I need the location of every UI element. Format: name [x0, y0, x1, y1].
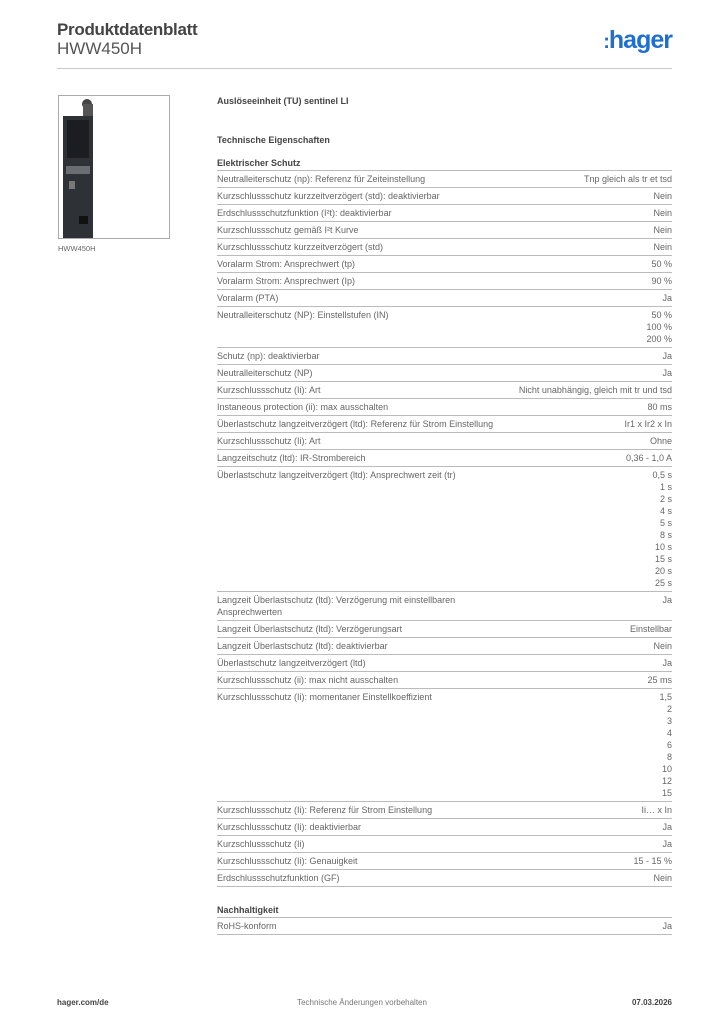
table-row [217, 621, 672, 638]
table-row [217, 819, 672, 836]
table-row [217, 171, 672, 188]
row-values [653, 207, 672, 219]
row-value: Nein [653, 873, 672, 883]
row-value: 1,5 [659, 692, 672, 702]
group-title: Nachhaltigkeit [217, 905, 279, 915]
product-code: HWW450H [57, 39, 143, 58]
row-value: 0,5 s [652, 470, 672, 480]
row-value: 1 s [659, 482, 672, 492]
row-value: 20 s [654, 566, 672, 576]
row-values [662, 821, 672, 833]
row-label: Kurzschlussschutz (Ii): Referenz für Strom Einstellung [217, 805, 433, 815]
row-value: Ja [662, 658, 672, 668]
row-value: 15 [661, 788, 672, 798]
row-values [662, 350, 672, 362]
table-row [217, 416, 672, 433]
row-value: Nein [653, 208, 672, 218]
row-values [662, 920, 672, 932]
hager-logo: :hager [603, 26, 672, 54]
footer-website-link[interactable]: hager.com/de [57, 998, 109, 1007]
table-row [217, 836, 672, 853]
row-values [653, 224, 672, 236]
row-value: Nein [653, 225, 672, 235]
row-value: Nein [653, 191, 672, 201]
table-row [217, 382, 672, 399]
product-image [58, 95, 170, 239]
table-row [217, 290, 672, 307]
row-label: Kurzschlussschutz gemäß I²t Kurve [217, 225, 359, 235]
row-value: 100 % [646, 322, 672, 332]
row-value: Einstellbar [629, 624, 672, 634]
row-value: 5 s [659, 518, 672, 528]
row-values [662, 367, 672, 379]
table-row [217, 672, 672, 689]
row-value: 25 ms [647, 675, 672, 685]
row-value: 15 s [654, 554, 672, 564]
row-values [647, 674, 672, 686]
row-label: Kurzschlussschutz (ii): max nicht ausschalten [217, 675, 399, 685]
row-label: Neutralleiterschutz (np): Referenz für Zeiteinstellung [217, 174, 426, 184]
row-value: 2 [666, 704, 672, 714]
row-value: 15 - 15 % [633, 856, 672, 866]
table-row [217, 307, 672, 348]
row-label: Kurzschlussschutz (Ii): momentaner Einstellkoeffizient [217, 692, 432, 702]
row-label: Erdschlussschutzfunktion (I²t): deaktivierbar [217, 208, 392, 218]
row-label: Überlastschutz langzeitverzögert (ltd): Referenz für Strom Einstellung [217, 419, 494, 429]
row-label: Kurzschlussschutz kurzzeitverzögert (std) [217, 242, 384, 252]
table-row [217, 433, 672, 450]
spec-content [217, 96, 672, 935]
row-value: Ja [662, 293, 672, 303]
row-value: 4 [666, 728, 672, 738]
row-values [653, 190, 672, 202]
table-row [217, 205, 672, 222]
row-label: Langzeit Überlastschutz (ltd): deaktivierbar [217, 641, 388, 651]
table-row [217, 256, 672, 273]
row-value: Nein [653, 242, 672, 252]
row-value: 2 s [659, 494, 672, 504]
row-value: Ii… x In [641, 805, 672, 815]
spec-groups [217, 158, 672, 935]
header-divider [57, 68, 672, 69]
row-value: 0,36 - 1,0 A [625, 453, 672, 463]
row-values [653, 241, 672, 253]
table-row [217, 638, 672, 655]
table-row [217, 592, 672, 621]
row-value: 3 [666, 716, 672, 726]
table-row [217, 853, 672, 870]
footer-notice: Technische Änderungen vorbehalten [297, 998, 427, 1007]
row-label: Voralarm (PTA) [217, 293, 279, 303]
row-value: Ja [662, 595, 672, 605]
row-label: Überlastschutz langzeitverzögert (ltd): Ansprechwert zeit (tr) [217, 470, 456, 480]
row-label: Kurzschlussschutz kurzzeitverzögert (std): deaktivierbar [217, 191, 440, 201]
row-value: Ja [662, 351, 672, 361]
row-value: Ir1 x Ir2 x In [624, 419, 672, 429]
row-values [653, 872, 672, 884]
row-label: Kurzschlussschutz (Ii): Art [217, 385, 321, 395]
row-value: 10 [661, 764, 672, 774]
row-values [662, 657, 672, 669]
row-values [633, 855, 672, 867]
row-values [630, 623, 672, 635]
section-title: Technische Eigenschaften [217, 135, 330, 145]
row-value: Ja [662, 822, 672, 832]
row-label: Neutralleiterschutz (NP): Einstellstufen (IN) [217, 310, 389, 320]
row-values [651, 258, 672, 270]
table-row [217, 655, 672, 672]
row-label: Langzeit Überlastschutz (ltd): Verzögerungsart [217, 624, 403, 634]
row-label: Voralarm Strom: Ansprechwert (tp) [217, 259, 356, 269]
row-value: 25 s [654, 578, 672, 588]
table-row [217, 918, 672, 935]
spec-table [217, 170, 672, 887]
row-label: RoHS-konform [217, 921, 277, 931]
table-row [217, 802, 672, 819]
row-label: Schutz (np): deaktivierbar [217, 351, 320, 361]
table-row [217, 239, 672, 256]
row-values [652, 469, 672, 589]
footer-date: 07.03.2026 [631, 998, 672, 1007]
table-row [217, 222, 672, 239]
row-values [662, 292, 672, 304]
row-value: 12 [661, 776, 672, 786]
row-label: Kurzschlussschutz (Ii) [217, 839, 305, 849]
row-value: 90 % [651, 276, 672, 286]
row-label: Instaneous protection (ii): max ausschalten [217, 402, 389, 412]
table-row [217, 188, 672, 205]
row-value: Ja [662, 921, 672, 931]
row-label: Langzeitschutz (ltd): IR-Strombereich [217, 453, 366, 463]
row-label: Kurzschlussschutz (Ii): Genauigkeit [217, 856, 358, 866]
table-row [217, 273, 672, 290]
row-values [650, 435, 672, 447]
table-row [217, 689, 672, 802]
row-value: 50 % [651, 259, 672, 269]
row-value: 8 [666, 752, 672, 762]
group-title: Elektrischer Schutz [217, 158, 301, 168]
product-name: Auslöseeinheit (TU) sentinel LI [217, 96, 349, 106]
row-label: Kurzschlussschutz (Ii): deaktivierbar [217, 822, 362, 832]
table-row [217, 348, 672, 365]
row-value: Ja [662, 368, 672, 378]
row-values [653, 640, 672, 652]
row-values [651, 275, 672, 287]
row-values [647, 401, 672, 413]
row-values [659, 691, 672, 799]
row-values [624, 418, 672, 430]
table-row [217, 399, 672, 416]
row-value: 8 s [659, 530, 672, 540]
row-values [641, 804, 672, 816]
row-values [584, 173, 672, 185]
row-label: Langzeit Überlastschutz (ltd): Verzögerung mit einstellbaren Ansprechwerten [217, 595, 456, 617]
table-row [217, 365, 672, 382]
row-label: Kurzschlussschutz (Ii): Art [217, 436, 321, 446]
row-value: Nein [653, 641, 672, 651]
table-row [217, 870, 672, 887]
row-value: 6 [666, 740, 672, 750]
row-values [662, 838, 672, 850]
table-row [217, 450, 672, 467]
row-values [662, 594, 672, 618]
row-value: Ohne [649, 436, 672, 446]
row-label: Erdschlussschutzfunktion (GF) [217, 873, 340, 883]
row-value: 80 ms [647, 402, 672, 412]
row-value: 4 s [659, 506, 672, 516]
trip-unit-icon [59, 96, 169, 238]
row-values [519, 384, 672, 396]
row-value: 200 % [646, 334, 672, 344]
page-title: Produktdatenblatt [57, 20, 198, 39]
row-value: 50 % [651, 310, 672, 320]
table-row [217, 467, 672, 592]
row-value: Nicht unabhängig, gleich mit tr und tsd [518, 385, 672, 395]
spec-table [217, 917, 672, 935]
row-value: 10 s [654, 542, 672, 552]
row-value: Ja [662, 839, 672, 849]
row-label: Überlastschutz langzeitverzögert (ltd) [217, 658, 366, 668]
row-label: Neutralleiterschutz (NP) [217, 368, 313, 378]
row-label: Voralarm Strom: Ansprechwert (Ip) [217, 276, 356, 286]
row-values [646, 309, 672, 345]
row-value: Tnp gleich als tr et tsd [583, 174, 672, 184]
image-caption: HWW450H [58, 244, 96, 253]
row-values [626, 452, 672, 464]
